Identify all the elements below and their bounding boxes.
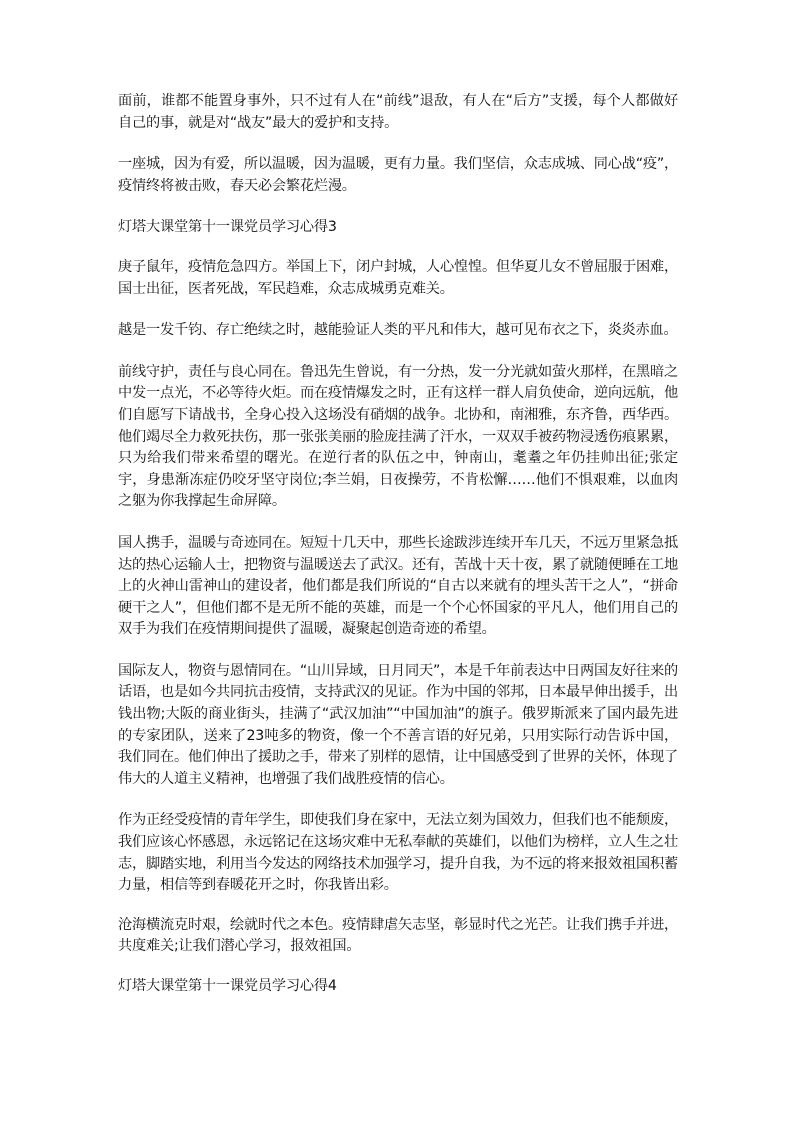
section-heading-3: 灯塔大课堂第十一课党员学习心得3 — [118, 219, 337, 236]
document-page — [118, 91, 678, 1016]
paragraph-intro-end: 面前，谁都不能置身事外，只不过有人在“前线”退敌，有人在“后方”支援，每个人都做好自己的事，就是对“战友”最大的爱护和支持。 — [118, 93, 678, 131]
paragraph-people-together: 国人携手，温暖与奇迹同在。短短十几天中，那些长途跋涉连续开车几天，不远万里紧急抵达的热心运输人士，把物资与温暖送去了武汉。还有，苦战十天十夜，累了就随便睡在工地上的火神山雷神山的建设者，他们都是我们所说的“自古以来就有的埋头苦干之人”，“拼命硬干之人”，但他们都不是无所不能的英雄，而是一个个心怀国家的平凡人，他们用自己的双手为我们在疫情期间提供了温暖，凝聚起创造奇迹的希望。 — [118, 534, 678, 638]
section-heading-4: 灯塔大课堂第十一课党员学习心得4 — [118, 978, 337, 994]
paragraph-gengzi-year: 庚子鼠年，疫情危急四方。举国上下，闭户封城，人心惶惶。但华夏儿女不曾屈服于困难，国士出征，医者死战，军民趋难，众志成城勇克难关。 — [118, 258, 678, 297]
paragraph-critical-moment: 越是一发千钧、存亡绝续之时，越能验证人类的平凡和伟大，越可见布衣之下，炎炎赤血。 — [118, 322, 678, 339]
paragraph-international-friends: 国际友人，物资与恩情同在。“山川异域，日月同天”，本是千年前表达中日两国友好往来的话语，也是如今共同抗击疫情，支持武汉的见证。作为中国的邻邦，日本最早伸出援手，出钱出物;大阪的商业街头，挂满了“武汉加油”“中国加油”的旗子。俄罗斯派来了国内最先进的专家团队，送来了23吨多的物资，像一个不善言语的好兄弟，只用实际行动告诉中国，我们同在。他们伸出了援助之手，带来了别样的恩情，让中国感受到了世界的关怀，体现了伟大的人道主义精神，也增强了我们战胜疫情的信心。 — [118, 662, 678, 787]
paragraph-frontline: 前线守护，责任与良心同在。鲁迅先生曾说，有一分热，发一分光就如萤火那样，在黑暗之中发一点光，不必等待火炬。而在疫情爆发之时，正有这样一群人肩负使命，逆向远航，他们自愿写下请战书，全身心投入这场没有硝烟的战争。北协和，南湘雅，东齐鲁，西华西。他们竭尽全力救死扶伤，那一张张美丽的脸庞挂满了汗水，一双双手被药物浸透伤痕累累，只为给我们带来希望的曙光。在逆行者的队伍之中，钟南山，耄耋之年仍挂帅出征;张定宇，身患渐冻症仍咬牙坚守岗位;李兰娟，日夜操劳，不肯松懈……他们不惧艰难，以血肉之躯为你我撑起生命屏障。 — [118, 363, 678, 510]
paragraph-conclusion: 沧海横流克时艰，绘就时代之本色。疫情肆虐矢志坚，彰显时代之光芒。让我们携手并进，共度难关;让我们潜心学习，报效祖国。 — [118, 916, 678, 955]
paragraph-city-love: 一座城，因为有爱，所以温暖，因为温暖，更有力量。我们坚信，众志成城、同心战“疫”，疫情终将被击败，春天必会繁花烂漫。 — [118, 156, 678, 194]
paragraph-young-students: 作为正经受疫情的青年学生，即使我们身在家中，无法立刻为国效力，但我们也不能颓废，我们应该心怀感恩，永远铭记在这场灾难中无私奉献的英雄们，以他们为榜样，立人生之壮志，脚踏实地，利用当今发达的网络技术加强学习，提升自我，为不远的将来报效祖国积蓄力量，相信等到春暖花开之时，你我皆出彩。 — [118, 812, 678, 894]
